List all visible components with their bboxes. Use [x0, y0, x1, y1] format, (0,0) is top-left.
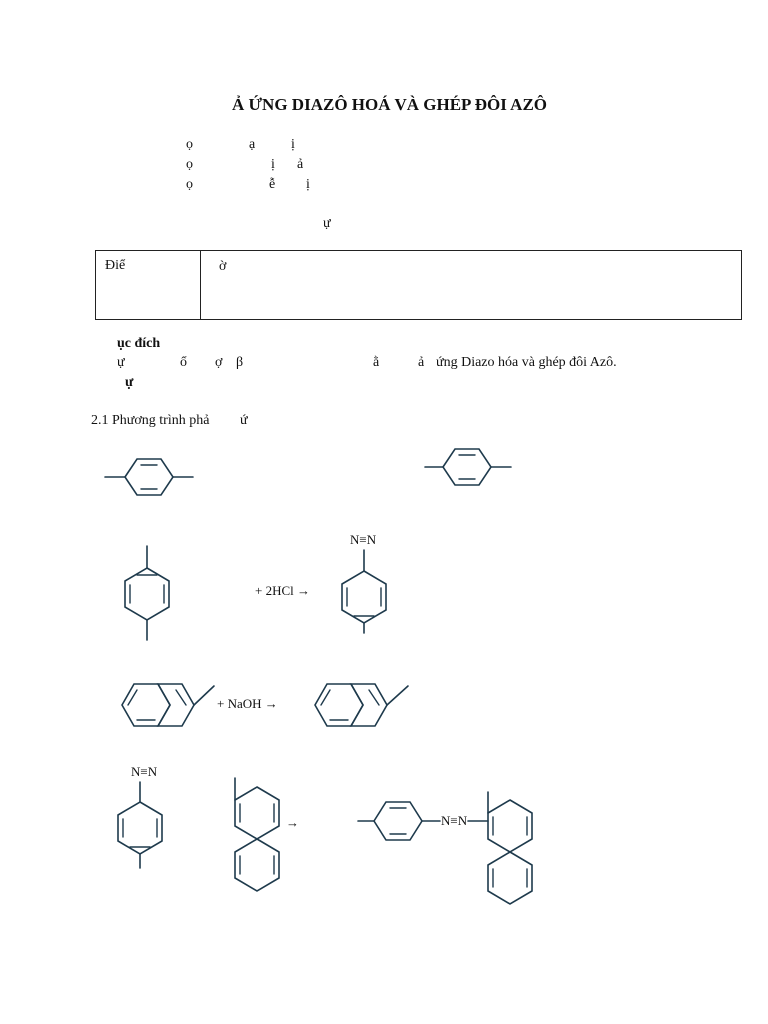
benzene-ring-2	[425, 449, 511, 485]
header-line-3-c: ị	[306, 177, 310, 192]
naphthalene-1	[122, 684, 214, 726]
naphthalene-2	[315, 684, 408, 726]
header-line-2-c: ả	[297, 157, 304, 172]
purpose-part-3: ợ	[215, 355, 223, 370]
header-line-3-a: ọ	[186, 177, 193, 192]
purpose-part-1: ự	[117, 355, 125, 370]
diazo-label-2: N≡N	[131, 764, 158, 779]
purpose-part-5: ằ	[373, 355, 380, 370]
azo-link-label: N≡N	[441, 813, 468, 828]
benzene-ring-1	[105, 459, 193, 495]
center-text: ự	[323, 216, 331, 231]
section-purpose-heading: ục đích	[117, 336, 161, 351]
header-line-1-c: ị	[291, 137, 295, 152]
table-score-label: Điể	[105, 258, 126, 273]
header-line-2-a: ọ	[186, 157, 193, 172]
azo-product	[358, 792, 532, 904]
reagent-naoh: + NaOH →	[217, 696, 278, 711]
header-line-1-b: ạ	[249, 137, 256, 152]
table-comment-label: ờ	[219, 259, 227, 274]
section-sub-heading: ự	[125, 375, 134, 390]
page-title: Ả ỨNG DIAZÔ HOÁ VÀ GHÉP ĐÔI AZÔ	[232, 95, 548, 114]
diazo-label-1: N≡N	[350, 532, 377, 547]
purpose-part-4: β	[236, 355, 244, 370]
reagent-hcl: + 2HCl →	[255, 583, 311, 598]
diazonium-ring	[342, 550, 386, 633]
purpose-part-2: ổ	[180, 355, 187, 370]
diazonium-ring-2	[118, 782, 162, 868]
section-equation-heading-tail: ứ	[240, 413, 248, 428]
naphthalene-3	[235, 778, 279, 891]
purpose-part-6: ả	[418, 355, 425, 370]
header-line-1-a: ọ	[186, 137, 193, 152]
purpose-part-7: ứng Diazo hóa và ghép đôi Azô.	[436, 355, 617, 370]
benzene-ring-3	[125, 546, 169, 640]
header-line-2-b: ị	[271, 157, 275, 172]
reaction-arrow: →	[286, 815, 299, 830]
header-line-3-b: ễ	[269, 177, 276, 192]
section-equation-heading: 2.1 Phương trình phả	[91, 413, 210, 428]
